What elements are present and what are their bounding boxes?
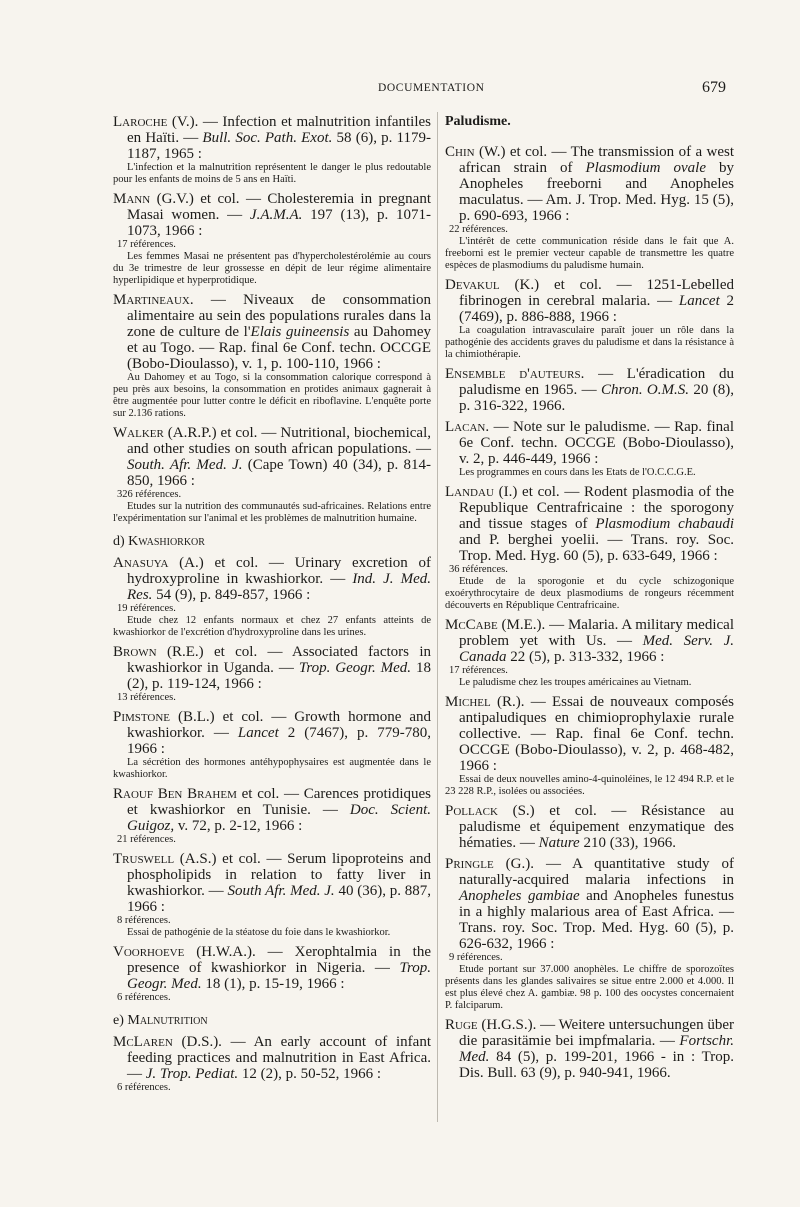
- section-heading-kwashiorkor: [113, 533, 431, 551]
- section-heading-malnutrition: [113, 1012, 431, 1030]
- entry-author: Michel: [445, 694, 491, 710]
- entry-source: Lancet: [678, 293, 720, 309]
- entry-source: South Afr. Med. J.: [227, 883, 335, 899]
- entry-abstract: L'intérêt de cette communication réside dans le fait que A. freeborni est le premier vecteur capable de transmettre les quatre espèces de plasmodiums du paludisme humain.: [445, 236, 734, 271]
- left-column: [113, 114, 431, 1099]
- entry-abstract: Etude de la sporogonie et du cycle schizogonique exoérythrocytaire de deux plasmodiums de rongeurs récemment découverts en République Centrafricaine.: [445, 576, 734, 611]
- section-name: Kwashiorkor: [128, 534, 205, 549]
- bibliography-entry: [445, 419, 734, 479]
- entry-source: Trop. Geogr. Med.: [127, 960, 431, 992]
- citation: [445, 1017, 734, 1081]
- citation: [445, 856, 734, 952]
- bibliography-entry: [445, 366, 734, 414]
- entry-source: Lancet: [237, 725, 279, 741]
- citation: [113, 191, 431, 239]
- entry-abstract: Essai de pathogénie de la stéatose du foie dans le kwashiorkor.: [127, 927, 391, 938]
- citation: [113, 292, 431, 372]
- citation: [113, 709, 431, 757]
- bibliography-entry: [113, 709, 431, 781]
- entry-volume: 197 (13), p. 1071-1073, 1966 :: [127, 207, 431, 239]
- entry-author: Truswell: [113, 851, 175, 867]
- bibliography-entry: [113, 786, 431, 846]
- entry-author: Laroche: [113, 114, 168, 130]
- entry-title: — Note sur le paludisme. — Rap. final 6e Conf. techn. OCCGE (Bobo-Dioulasso), v. 2, p. 446-449, 1966 :: [459, 419, 734, 467]
- entry-abstract: Essai de deux nouvelles amino-4-quinoléines, le 12 494 R.P. et le 23 228 R.P., isolées ou associées.: [445, 774, 734, 797]
- entry-volume: 18 (2), p. 119-124, 1966 :: [127, 660, 431, 692]
- entry-volume: 2 (7469), p. 886-888, 1966 :: [459, 293, 734, 325]
- entry-author: Chin: [445, 144, 475, 160]
- column-divider: [437, 112, 438, 1122]
- entry-abstract: Le paludisme chez les troupes américaines au Vietnam.: [459, 677, 692, 688]
- entry-title: et col. — Carences protidiques et kwashiorkor en Tunisie. —: [127, 786, 431, 818]
- entry-title: (B.L.) et col. — Growth hormone and kwashiorkor. —: [127, 709, 431, 741]
- citation: [113, 851, 431, 915]
- entry-volume: 12 (2), p. 50-52, 1966 :: [238, 1066, 382, 1082]
- entry-title: (R.). — Essai de nouveaux composés antipaludiques en chimioprophylaxie rurale collective. — Rap. final 6e Conf. techn. OCCGE (Bobo-Dioulasso), v. 2, p. 468-482, 1966 :: [459, 694, 734, 774]
- entry-author: Mann: [113, 191, 151, 207]
- bibliography-entry: [445, 617, 734, 689]
- entry-reference-count: 6 références.: [117, 1082, 171, 1093]
- bibliography-entry: [445, 694, 734, 798]
- entry-title: (K.) et col. — 1251-Lebelled fibrinogen in cerebral malaria. —: [459, 277, 734, 309]
- entry-author: Pimstone: [113, 709, 171, 725]
- entry-author: Lacan.: [445, 419, 490, 435]
- bibliography-entry: [445, 1017, 734, 1081]
- entry-abstract: Les femmes Masai ne présentent pas d'hypercholestérolémie au cours du 3e trimestre de leur grossesse en dépit de leur régime alimentaire hyperlipidique et hyperprotidique.: [113, 251, 431, 286]
- entry-title: (R.E.) et col. — Associated factors in kwashiorkor in Uganda. —: [127, 644, 431, 676]
- entry-title: (H.W.A.). — Xerophtalmia in the presence of kwashiorkor in Nigeria. —: [127, 944, 431, 976]
- citation: [445, 617, 734, 665]
- running-header: DOCUMENTATION: [378, 82, 485, 94]
- nutrition-entries: [113, 114, 431, 525]
- entry-volume: 18 (1), p. 15-19, 1966 :: [201, 976, 345, 992]
- entry-source: Doc. Scient. Guigoz,: [127, 802, 432, 834]
- entry-author: Voorhoeve: [113, 944, 185, 960]
- citation: [445, 366, 734, 414]
- citation: [445, 277, 734, 325]
- entry-source: Plasmodium chabaudi: [595, 516, 734, 532]
- citation: [445, 484, 734, 564]
- citation: [113, 644, 431, 692]
- entry-title: (A.) et col. — Urinary excretion of hydroxyproline in kwashiorkor. —: [127, 555, 431, 587]
- malnutrition-entries: [113, 1034, 431, 1094]
- entry-source: Med. Serv. J. Canada: [459, 633, 734, 665]
- entry-author: Raouf Ben Brahem: [113, 786, 237, 802]
- entry-author: Pringle: [445, 856, 494, 872]
- section-name: Malnutrition: [127, 1013, 208, 1028]
- entry-abstract: La coagulation intravasculaire paraît jouer un rôle dans la pathogénie des accidents graves du paludisme et dans la résistance à la chimiothérapie.: [445, 325, 734, 360]
- kwashiorkor-entries: [113, 555, 431, 1004]
- entry-volume: and P. berghei yoelii. — Trans. roy. Soc. Trop. Med. Hyg. 60 (5), p. 633-649, 1966 :: [459, 532, 734, 564]
- bibliography-entry: [113, 191, 431, 287]
- entry-title: (I.) et col. — Rodent plasmodia of the Republique Centrafricaine : the sporogony and tissue stages of: [459, 484, 734, 532]
- citation: [113, 114, 431, 162]
- entry-volume: 22 (5), p. 313-332, 1966 :: [506, 649, 665, 665]
- entry-title: (A.R.P.) et col. — Nutritional, biochemical, and other studies on south african populations. —: [127, 425, 431, 457]
- entry-title: — L'éradication du paludisme en 1965. —: [459, 366, 734, 398]
- entry-volume: v. 72, p. 2-12, 1966 :: [174, 818, 303, 834]
- entry-volume: by Anopheles freeborni and Anopheles maculatus. — Am. J. Trop. Med. Hyg. 15 (5), p. 690-693, 1966 :: [459, 160, 735, 224]
- entry-source: Plasmodium ovale: [585, 160, 706, 176]
- bibliography-entry: [113, 944, 431, 1004]
- entry-author: Ruge: [445, 1017, 478, 1033]
- entry-title: (M.E.). — Malaria. A military medical problem yet with Us. —: [459, 617, 734, 649]
- section-letter: d): [113, 534, 125, 549]
- bibliography-entry: [445, 803, 734, 851]
- citation: [445, 144, 734, 224]
- entry-author: McLaren: [113, 1034, 173, 1050]
- entry-volume: and Anopheles funestus in a highly malarious area of East Africa. — Trans. roy. Soc. Trop. Med. Hyg. 60 (5), p. 626-632, 1966 :: [459, 888, 734, 952]
- entry-source: Bull. Soc. Path. Exot.: [202, 130, 333, 146]
- bibliography-entry: [113, 425, 431, 525]
- citation: [445, 803, 734, 851]
- entry-volume: 84 (5), p. 199-201, 1966 - in : Trop. Dis. Bull. 63 (9), p. 940-941, 1966.: [459, 1049, 734, 1081]
- entry-reference-count: 6 références.: [117, 992, 171, 1003]
- entry-reference-count: 21 références.: [117, 834, 176, 845]
- entry-source: Ind. J. Med. Res.: [127, 571, 431, 603]
- citation: [445, 694, 734, 774]
- entry-abstract: Au Dahomey et au Togo, si la consommation calorique correspond à peu près aux besoins, la consommation en protides animaux gagnerait à être augmentée pour lutter contre le déficit en riboflavine. L'enquête porte sur 2.136 rations.: [113, 372, 431, 419]
- entry-volume: 54 (9), p. 849-857, 1966 :: [152, 587, 311, 603]
- bibliography-entry: [445, 856, 734, 1012]
- entry-source: Trop. Geogr. Med.: [298, 660, 412, 676]
- entry-author: Devakul: [445, 277, 500, 293]
- entry-volume: au Dahomey et au Togo. — Rap. final 6e Conf. techn. OCCGE (Bobo-Dioulasso), v. 1, p. 100-110, 1966 :: [127, 324, 431, 372]
- entry-source: Elais guineensis: [250, 324, 350, 340]
- entry-author: Brown: [113, 644, 157, 660]
- entry-source: Chron. O.M.S.: [601, 382, 690, 398]
- entry-volume: 58 (6), p. 1179-1187, 1965 :: [127, 130, 431, 162]
- entry-author: McCabe: [445, 617, 498, 633]
- bibliography-entry: [445, 144, 734, 272]
- entry-title: — Niveaux de consommation alimentaire au sein des populations rurales dans la zone de culture de l': [127, 292, 431, 340]
- paludisme-entries: [445, 144, 734, 1081]
- entry-abstract: Les programmes en cours dans les Etats de l'O.C.C.G.E.: [459, 467, 696, 478]
- entry-source: Fortschr. Med.: [459, 1033, 734, 1065]
- entry-author: Pollack: [445, 803, 498, 819]
- bibliography-entry: [113, 1034, 431, 1094]
- entry-reference-count: 8 références.: [117, 915, 171, 926]
- bibliography-entry: [445, 484, 734, 612]
- bibliography-entry: [113, 114, 431, 186]
- entry-source: J.A.M.A.: [249, 207, 303, 223]
- entry-author: Ensemble d'auteurs.: [445, 366, 585, 382]
- right-column: [445, 114, 734, 1086]
- entry-source: J. Trop. Pediat.: [145, 1066, 239, 1082]
- entry-author: Anasuya: [113, 555, 169, 571]
- entry-volume: (Cape Town) 40 (34), p. 814-850, 1966 :: [127, 457, 431, 489]
- entry-volume: 20 (8), p. 316-322, 1966.: [459, 382, 734, 414]
- entry-title: (D.S.). — An early account of infant feeding practices and malnutrition in East Africa. —: [127, 1034, 431, 1082]
- entry-abstract: Etude portant sur 37.000 anophèles. Le chiffre de sporozoïtes présents dans les glandes salivaires se situe entre 2.000 et 4.000. Il est plus élevé chez A. gambiæ. 98 p. 100 des oocystes concernaient P. falciparum.: [445, 964, 734, 1011]
- entry-reference-count: 13 références.: [117, 692, 176, 703]
- entry-source: Nature: [538, 835, 580, 851]
- entry-author: Martineaux.: [113, 292, 194, 308]
- bibliography-entry: [445, 277, 734, 361]
- entry-title: (G.). — A quantitative study of naturally-acquired malaria infections in: [459, 856, 734, 888]
- entry-abstract: L'infection et la malnutrition représentent le danger le plus redoutable pour les enfants de moins de 5 ans en Haïti.: [113, 162, 431, 185]
- bibliography-entry: [113, 851, 431, 939]
- entry-volume: 210 (33), 1966.: [579, 835, 676, 851]
- entry-reference-count: 17 références.: [117, 239, 176, 250]
- entry-reference-count: 22 références.: [449, 224, 508, 235]
- section-heading-paludisme: Paludisme.: [445, 114, 511, 129]
- citation: [113, 425, 431, 489]
- entry-volume: 40 (36), p. 887, 1966 :: [127, 883, 431, 915]
- entry-reference-count: 36 références.: [449, 564, 508, 575]
- entry-title: (W.) et col. — The transmission of a west african strain of: [459, 144, 734, 176]
- entry-abstract: Etude chez 12 enfants normaux et chez 27 enfants atteints de kwashiorkor de l'excrétion d'hydroxyproline dans les urines.: [113, 615, 431, 638]
- entry-volume: 2 (7467), p. 779-780, 1966 :: [127, 725, 431, 757]
- entry-reference-count: 9 références.: [449, 952, 503, 963]
- entry-abstract: La sécrétion des hormones antéhypophysaires est augmentée dans le kwashiorkor.: [113, 757, 431, 780]
- entry-title: (V.). — Infection et malnutrition infantiles en Haïti. —: [127, 114, 431, 146]
- citation: [113, 786, 431, 834]
- page-number: 679: [702, 79, 726, 96]
- entry-reference-count: 19 références.: [117, 603, 176, 614]
- citation: [113, 944, 431, 992]
- entry-reference-count: 326 références.: [117, 489, 182, 500]
- entry-title: (S.) et col. — Résistance au paludisme et équipement enzymatique des hématies. —: [459, 803, 734, 851]
- entry-title: (H.G.S.). — Weitere untersuchungen über die parasitämie bei impfmalaria. —: [459, 1017, 734, 1049]
- section-letter: e): [113, 1013, 124, 1028]
- citation: [113, 1034, 431, 1082]
- entry-title: (G.V.) et col. — Cholesteremia in pregnant Masai women. —: [127, 191, 431, 223]
- entry-source: South. Afr. Med. J.: [127, 457, 243, 473]
- entry-author: Landau: [445, 484, 494, 500]
- citation: [113, 555, 431, 603]
- entry-title: (A.S.) et col. — Serum lipoproteins and phospholipids in relation to fatty liver in kwashiorkor. —: [127, 851, 431, 899]
- entry-author: Walker: [113, 425, 164, 441]
- citation: [445, 419, 734, 467]
- entry-reference-count: 17 références.: [449, 665, 508, 676]
- bibliography-entry: [113, 644, 431, 704]
- entry-abstract: Etudes sur la nutrition des communautés sud-africaines. Relations entre l'expérimentation sur l'animal et les problèmes de malnutrition humaine.: [113, 501, 431, 524]
- bibliography-entry: [113, 555, 431, 639]
- bibliography-entry: [113, 292, 431, 420]
- entry-source: Anopheles gambiae: [459, 888, 580, 904]
